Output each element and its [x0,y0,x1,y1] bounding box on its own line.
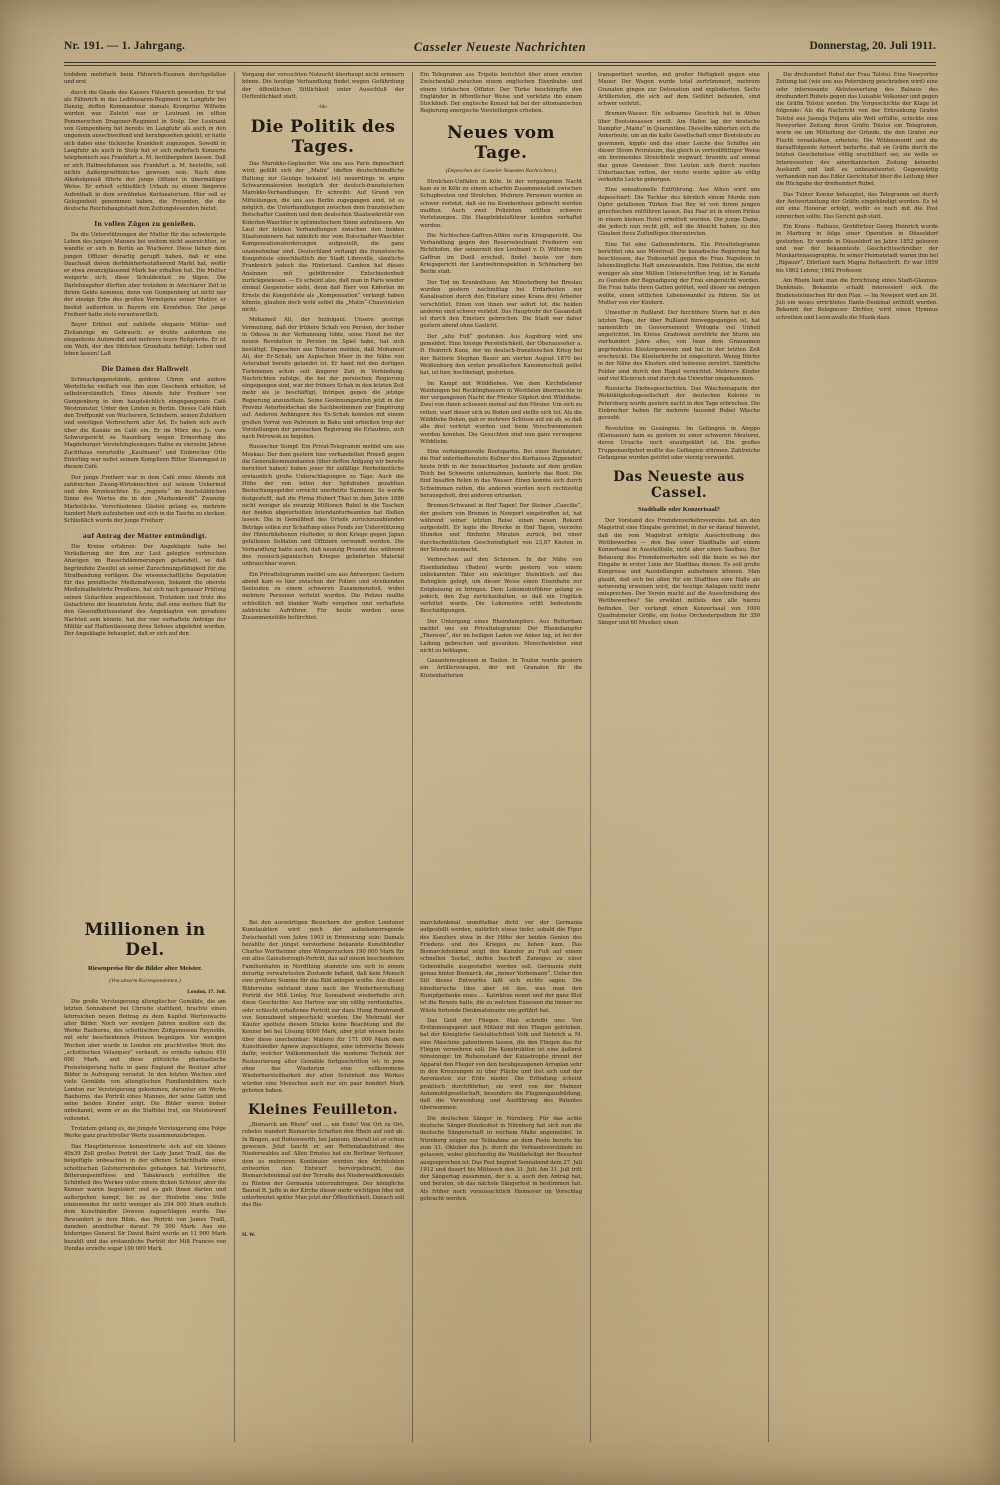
paragraph: Die deutschen Sänger in Nürnberg. Für das achte deutsche Sänger-Bundesfest in Nürnberg hat sich nun die deutsche Sängerschaft in reichem Maße angemeldet. In Nürnberg zeigen zur Teilnahme an dem Feste bereits bis zum 31. Oktober des Js. durch die Verbandsvorstände zu gelassen, wobei gleichzeitig die Wahlbeteiligt der Besucher ausgesprochen ist. Das Fest beginnt Sonnabend dem 27. Juli 1912 und dauert bis Mittwoch den 31. Juli. Am 31. Juli tritt der Sängertag zusammen, der u. a. auch den Antrag hat, und beraten, ob das nächste Sängerfest in bestimmen hat. Als früher noch voraussichtlich Hannover im Vorschlag gebracht werden. [420,1115,582,1202]
news-item: Russische Diebesgeschichten. Das Wäschemagazin der Wohltätigkeitsgesellschaft der deutschen Kolonie in Petersburg wurde gestern nacht in den Tage erbrochen. Die Einbrecher haben für mehrere tausend Rubel Wäsche geraubt. [598,386,760,422]
subsection-heading: In vollen Zügen zu genießen. [94,218,196,228]
dateline: London, 17. Juli. [187,989,226,995]
news-item: Ein Kranz - Rathaus, Grobförtzer Georg Heinrich wurde in Marburg in folge einer Operation in Düsseldorf gestorben. Er wurde in Düsseldorf im Jahre 1852 geboren und war der bekannteste Geschichtsschreiber der Munkartenaeographie. In seiner Heimatstadt waren ihm bei „Rigauer“, Dilettant nach Magna Deltaschrift. Er war 1859 bis 1862 Lehrer, 1862 Professor. [776,223,938,274]
news-item: Die dreihundert Rubel der Frau Tolstoi. Eine Newyorker Zeitung hat (wie uns aus Petersburg geschrieben wird) eine sehr interessante Aktivlosvertung des Balzaus des dreihundert Rubels gegen das Luisable Volkonier und gegen die Gräfin Tolstoi worden. Die Vorgeschichte der Klage ist folgende: Als die Nachricht von der Erkrankung Grafen Tolstoi aus Jasnaja Poljana alle Welt erfüllte, schickte eine Newyorker Zeitung ihren Gräfin Tolstoi ein Telegramm, worin sie um Mitteilung der Gründe, die den Grafen zur Flucht veranlaßten, erbetete. Die Wildenmordt und die darauffolgende Antwort bedurfte, daß sie Gräfin durch die letzten Geschehnisse völlig erschüttert sei; sie wolle es Interessenten des amerikanischen Zeitung keinerlei Auskunft und ließ es unbeantwortet. Gegenwärtig verhandeln nun das Edler Gerichtshof über die Leitung über die Rückgabe der dreihundert Rubel. [776,72,938,188]
subsection-heading: auf Antrag der Mutter entmündigt. [82,530,208,540]
feature-subhead: Riesenpreise für die Bilder alter Meister. [88,965,202,972]
paragraph: „Bismarck am Rhein“ und ... ein Ende! Von Ort zu Ort, rubelos wandert Bismarcks Schatten den Rhein auf und ab. In Bingen, auf Rottenwerth, bei Jannoni, überall ist er schon gewesen. Jetzt taucht er am Rottenalandstrand des Niederwaldes auf. Allen Ernstes hat ein Berliner Verfasser, dem es mehreren Kontinuier werden den Architekten entworfen den Entwurf hervorgebracht, das Bismarckdenkmal auf der Terraße des Niederwaldkonsulats zu Rüsten der Germania unterzubringen. Der königliche Baurat R. Jaffe in der Kirche dieser mehr wichtigen Idee mit unterbreitet später Man jetzt der Öffentlichkeit. Danach soll das Bis- [242,1122,404,1209]
masthead [64,40,936,64]
paragraph: Vorgang der versuchten Notzucht überhaupt nicht erinnern könne. Die heutige Verhandlung findet wegen Gefährdung der öffentlichen Sittlichkeit unter Ausschluß der Oeffentlichkeit statt. [242,72,404,100]
news-item: Strolchen-Unfäden in Köln. In der vergangenen Nacht kam es in Köln zu einem scharfen Zusammenstoß zwischen Schupbeuten und Strolchen. Mehrere Personen wurden so schwer verletzt, daß sie ins Krankenhaus gebracht werden mußten. Auch zwei Polizisten erlitten schwere Verletzungen. Die Haupträdelsführer konnten verhaftet werden. [420,178,582,229]
news-item: Gauantenexplosion in Toulon. In Toulon wurde gestern ein Artilleriewagen, der mit Granaten für die Küstenbatterien [420,658,582,679]
paragraph: Der junge Freiherr war in dem Café eines Abends mit zahlreichen Zwang-Wirtsknechten auf seinem Uebermut und den Kronleuchter. Es „regnete“ im buchstäblichen Sinne des Wortes die in den „Markenkredit“ Zwanzig-Markstücke. Verschiedenen Gästen gelang es, mehrere hundert Mark aufzuheben und sich in die Tasche zu stecken. Schließlich wurde der junge Freiherr [64,474,226,525]
paragraph: Bayer Erblest und zahlloße elegante Militär- und Zivilanzüge im Gebrauch; er drohte außerdem ein eleganteste Automobil und mehrere teure Reitpferde. Er ist ein Weib, der den löblichen Grundsatz befolgt: Leben und leben lassen! Laß [64,322,226,358]
paragraph: trohdem mehrfach beim Fähnrich-Examen durchgefallen und erst [64,72,226,86]
news-item: Der Untergang eines Rheindampfers. Aus Rotterdam meldet uns ein Privattelegramm: Der Rheindampfer „Theresie“, der im heiligen Laden vor Anker lag, ist bei der Ladung gebrochen und gesunken. Menschenleben sind nicht zu beklagen. [420,618,582,654]
news-item: Bremen-Schwanel in fünf Tagen! Der Steiner „Caecilie“, der gestern von Bremen in Newport eingetroffen ist, hat während seiner letzten Reise einen neuen Rekord aufgestellt. Er legte die Strecke in fünf Tagen, vierzehn Stunden und fünfzehn Minuten zurück, bei einer durchschnittlichen Geschwindigkeit von 23,87 Knoten in der Stunde ausmacht. [420,503,582,554]
issue-number: Nr. 191. — 1. Jahrgang. [64,40,186,52]
news-item: Revolution im Gesängnis. Im Gefängnis in Aleppo (Kleinasien) kam es gestern zu einer schweren Meuterei, deren Ursache noch unaufgeklärt ist. Ein großes Truppenaufgebot mußte das Gefängnis stürmen. Zahlreiche Gefangene wurden getötet oder vierzig verwundet. [598,425,760,461]
publication-date: Donnerstag, 20. Juli 1911. [809,40,936,52]
paragraph: transportiert wurden, mit großer Heftigkeit gegen eine Mauer. Der Wagen wurde total zertrümmert, mehrere Granaten gingen zur Detonation und explodierten. Sechs Artilleristen, die sich auf dem Gefährt befanden, sind schwer verletzt. [598,72,760,108]
feuilleton-column-1 [64,920,226,1256]
paragraph: Die Kreise erfahren: Der Angeklagte habe bei Veräußerung der ihm zur Last gelegten verbrechen Anzeigen im Rauschdämmerungen gehandelt, so daß begründete Zweifel an seiner Zurechnungsfähigkeit für die Strafbandung vorlägen. Die wissenschaftliche Deputation für das preußische Medizinalwesen, bekannt die oberste Medizinalbehörde Preußens, hat sich nach genauer Prüfung seinen Gutachten angeschlossen. Trotzdem und trotz des Gutachtens der beamteten Ärzte, daß eine weitere Haft für den Gesundheitszustand des Angeklagten von geradezu Nachteil sein könnte, hat der vier verhaftete Anträge der Militär auf Haftentlassung ihres Sohnes abgelehnt worden. Der Angeklagte behauptet, daß er sich auf den [64,543,226,638]
news-item: Im Kampf mit Wilddieben. Von dem Kirchdielener Waldungen bei Recklinghausen in Westfalen überraschte in der vergangenen Nacht der Förster Göpfert drei Wilddiebe. Zwei von ihnen schossen niemal auf den Förster. Um sich zu retten, warf dieser sich zu Boden und stellte sich tot. Als die Wilddiebe flohen, gab er mehrere Schüsse auf sie ab, so daß alle drei verletzt wurden und beim Verschwommenen werden konnten. Die Gesuchten sind nun ganz verwegene Wilddiebe. [420,380,582,445]
column-4 [598,72,760,1442]
paragraph: Die große Versteigerung altenglischer Gemälde, die am letzten Sonnabend bei Christie stattfand, brachte einen lehrreichen neuen Beitrag zu dem Kapitel Wertzuwachs alter Bilder. Noch vor wenigen Jahren mußten sich die Werke Raeburns, des schottischen Zeitgenossen Reynolds, mit sehr bescheidenen Preisen begnügen. Vor wenigen Wochen aber wurde in London ein prachtvolles Werk des „schottischen Velazquez“ verkauft, es erzielte nahezu 450 000 Mark, und diese plötzliche phantastische Preissteigerung hatte in ganz England die Besitzer alter Bilder in Aufregung versetzt. In den letzten Wochen sind viele Gemälde von altenglischen Familienbildern nach London zur Versteigerung gekommen, darunter ein Werke Raeburns, das Porträt eines Mannes, der seine Gattin und seine beiden Kinder zeigt. Die Bilder waren bisher unbekannt, wenn er an die Staffelei trat, ein Meisterwerf vollendet. [64,999,226,1122]
feuilleton-column-3 [420,920,582,1206]
feuilleton-column-2 [242,920,404,1213]
masthead-rule-lower [64,65,936,66]
article-headline-neueste-aus-cassel: Das Neueste aus Cassel. [613,469,745,502]
news-item: Der Tod im Kranksthaus. Am Münsterberg bei Breslau wurden gestern nachmittag bei Erdarbeiten zur Kanalisation durch den Einsturz eines Krans drei Arbeiter verschüttet. Einen von ihnen war sofort tot, die beiden anderen sind schwer verletzt. Das Hauptrohr der Gasanstalt ist durch den Einsturz gebrochen. Die Stadt war daher gestern abend ohne Gaslicht. [420,279,582,330]
paragraph: Das Marokko-Geplauder. Wie uns aus Paris depeschiert wird, gefällt sich der „Matin“ (deffen deutschfeindliche Haltung zur Genüge bekannt ist) neuerdings in argen Schwarzmalereien bezüglich der deutsch-französischen Marokko-Verhandlungen. Er schreibt: Auf Grund von Mitteilungen, die uns aus Berlin zugegangen sind, ist es möglich, die Unterhandlungen zwischen dem französischen Botschafter Cambon und dem deutschen Staatssekretär von Kiderlen-Waechter in optimistischem Sinne aufzufassen. Am Lauf der letzten Verhandlungen zwischen den beiden Staatsmännern hat nämlich der vom Botschafter-Waechter Kompensationsforderungen aufgestellt, die ganz unannehmbar sind. Deutschland verlangt die französische Kongofolste einschließlich der Stadt Libreville, sämtliche Frankreich jedoch das Hinterland. Cambon hat dieses Ansinnen mit gebührender Entschiedenheit zurückgewiesen. — Es scheint also, daß man in Paris wieder einmal Gespenster sieht, denn daß Herr von Kiderlen im Ernste die Kongofolste als „Kompensation“ verlangt haben könnte, glauben doch wohl selbst die „Matin“-Chauvinisten nicht. [242,161,404,314]
masthead-rule [64,62,936,63]
column-divider-4 [768,72,769,1442]
paragraph: Schmuckgegenstände, goldene Uhren und andere Wertstücke vielfach von ihm zum Geschenk erhielten, ist selbstverständlich. Eines Abends fuhr Freiherr von Gumpenberg in dem hauptsächlich eingegangenen Café Westminster, Unter den Linden in Berlin. Dieses Café blieb den Treffpunkt von Wucherern, Schiebern, seinen Zuhältern und sonstigen Verbrechern aller Art. Es haben sich auch über die Kanäle im Café ein. Er im März des Js. vom Schwurgericht zu Naumburg wegen Ermordung des Magdeburger Vorstehinglesiegers Rathe zu vierzehn Jahren Zuchthaus verurteilte „Kaufmann“ und Einbrecher Otto Enlerling war nebst seinem Komplizen Ritter Stammgast in diesem Café. [64,376,226,471]
news-item: Der „alte Fuß“ gestohlen. Aus Augsburg wird uns gemeldet: Eine hiesige Persönlichkeit, der Oberausseher a. D. Heinrich Kunz, der im deutsch-französischen Krieg bei der Batterie Stephan Bauer am vierten August 1870 bei Weißenburg den ersten preußischen Kanonenschuß gelöst hat, ist hier, hochbetagt, gestorben. [420,333,582,377]
news-item: Unwetter in Rußland. Der furchtbare Sturm hat in den letzten Tage, der über Rußland hinweggegangen ist, hat namentlich im Gouvernement Wologda viel Unheil angerichtet. Im Kreise Gradowsk zerstörte der Sturm ein vierhundert Jahre altes, von Iwan dem Grausamen gegründetes Klostergewesen und hat in der letzten Zeit erschreckt. Die Klosterkirche ist eingestürzt. Wenig Dörfer in der Nähe des Klosters sind teilweise zerstört. Sämtliche Felder sind durch den Hagel vernichtet. Mehrere Kinder und viel Kleinvieh sind durch das Unwetter umgekommen. [598,310,760,382]
news-item: Eine verhängnisvolle Bootspartie. Bei einer Bootsfahrt, die fünf unterbedienstete Kellner des Kurhauses Zippendorf heute früh in der benachbarten Justande auf dem großen Teich bei Schwerin unternahmen, kenterte das Boot. Die fünf Insaffen fielen in das Wasser. Einen konnte sich durch Schwimmen retten, die anderen wurden noch rechtzeitig herausgeholt, drei anderen ertranken. [420,449,582,499]
news-item: Verbrechen auf den Schienen. In der Nähe von Eisenbahnbau (Baden) wurde gestern von einem unbekannten Täter ein mächtiger Steinblock auf das Bahngleis gelegt, um dieser Weise einen Eisenbahn zur Entgleisung zu bringen. Dem Lokomotivführer gelang es jedoch, den Zug zurückzuhalten, so daß ein Unglück verhütet wurde. Die Lokomotive erlitt bedeutende Beschädigungen. [420,557,582,615]
news-item: Die Nichtschen-Gaffron-Affäre vor'm Kriegsgericht. Die Verhandlung gegen den Reserveleutnant Freiherrn von Richthofen, der seinerzeit den Leutnant v. D. Wilhelm von Gaffron im Duell erschoß, findet heute vor dem Kriegsgericht der Landwehrinspektion in Schöneberg bei Berlin statt. [420,232,582,276]
news-item: Bremen-Wasser. Ein seltsames Geschick hat in Athen über Bootsinsassen ereilt. Am Hafen lag der deutsche Dampfer „Mainz“ in Quarantäne. Dieselbe näherten sich die Ankerleute, um an die kalte Gesellschaft einer Bootsleute zu gewinnen, kippte und das einer Leiche des Schiffes ein dieser Strom Petroleum, das gleich in vertvollfüttiger Weise ein brennendes Streichholz wegwarf, brannte auf einmal das ganze Gewässer. Drei Leuten sich durch rasches Untertauchen retten, der vierte wurde später als völlig verkohlte Leiche geborgen. [598,111,760,184]
correspondent-note: (Von unserm Korrespondenten.) [109,978,181,984]
news-item: Eine sensationelle Entführung. Aus Athen wird uns depeschiert: Die Tochter des kürzlich einem Morde zum Opfer gefallenen Türken Essi Bey ist von ihrem jungen griechischen entführen lassen. Das Paar ist in einem Piräus in einem kleinen Hotel ermittelt worden. Die junge Dame, die jedoch nun recht gilt, soll die Absicht haben, zu den Glauben ihres Zufünftigen überzutreten. [598,187,760,238]
paragraph: Der Vorstand des Fremdenverkehrsvereins hat an den Magistrat eine Eingabe gerichtet, in der er darauf hinweist, daß die vom Magistrat erfolgte Ausschreibung des Wettbewerbes — den Bau einer Stadthalle auf einem Konzertsaal in Ausstellfalle, nicht aber einen Saalbau. Der Belauung des Fremdenverkehrs soll die beste es bei der Eingabe in erster Linie der Stadtbau dienen. Es soll große Kongresse und Ausstellungen aufnehmen können. Man glaubt, daß sich bei allen für ein Stadtbau eine Halle als notwendig erweisen wird, die heutige Anlagen nicht mehr entsprechen. Der Verein macht auf die Ausschreibung des Wettbewerbes? Sie erwähnt mittels den alle hierzu befinden. Der verlangt einen Konzertsaal von 1000 Quadratmeter Größe, ein festes Orchesterpodium für 350 Sänger und 60 Musiker, einen [598,518,760,627]
article-headline-politik: Die Politik des Tages. [250,117,396,158]
paragraph: Ein Privattelegramm meldet uns aus Antwerpen: Gestern abend kam es hier zwischen der Polizei und streikenden Seeleuten zu einem schweren Zusammenstoß, wobei mehrere Personen verletzt wurden. Die Polizei mußte schließlich mit blanker Waffe vorgehen und verhaftete zahlreiche Aufrührer. Für heute werden neue Zusammenstöße befürchtet. [242,571,404,622]
paragraph: Trotzdem gelang es, die jüngste Versteigerung eine Folge Werke ganz prachtvoller Werte zusammenzubringen. [64,1126,226,1140]
paragraph-dash: -hb- [318,104,328,111]
news-item: Eine Tat eine Gattenmörderin. Ein Privattelegramm berichtet uns aus Montreal: Die kanadische Regierung hat beschlossen, das Todesurteil gegen die Frau Napoleon in lebenslängliche Haft umzuwandeln. Eine Petition, die nicht weniger als eine Million Unterschriften trug, ist in Kanada zu Gunsten der Begnadigung der Frau eingereicht worden. Die Frau hatte ihren Gatten getötet, weil dieser sie zwingen wollte, einen sittlichen Lebenswandel zu führen. Sie ist Mutter von vier Kindern. [598,241,760,306]
column-divider-3 [590,72,591,1442]
paragraph: marckdenkmal unmittelbar dicht vor der Germania aufgestellt werden, natürlich etwas tiefer, sobald die Figur des Kanzlers etwa in der Höhe der beiden Genien des Friedens und des Krieges zu liehen kam. Das Bismarckdenkmal zeigt den Kanzler zu Fuß auf einem schnellen Sockel, deffen Inschrift Zuneiges zu einer Gebenkhalle ausgestaltet werden soll. Germania steht genau hinter Bismarck, die „immer Vorbemann“. Ueber den Stil dieses Entwurfes läßt sich nichts sagen. Die künstlerische Idee aber ist das, was man den Rumpfgedanke eines ... Katrikhue nennt und der ganz Blut ist die Beweis halte, die zu welchen Exzessen die immer ins Wüste fortende Denkmalsmanie uns geführt hat. [420,920,582,1014]
paragraph: Russischer Sumpf. Ein Privat-Telegramm meldet uns aus Moskau: Der dem gestern hier verhandelten Prozeß gegen die Generalkommandanten (über deffen Anfgang wir bereits berichtet haben) haben jener für zufällige Herbstämtliche erstaunlich große Unterschlagungen zu Tage. Auch die Höhe der von leiten der Spitzbuben gezahlten Bestechungsgelder erreicht unerhörte Summen. So wurde festgestellt, daß die Firma Hubert Thiel in dem Jahre 1886 nicht weniger als zwanzig Millionen Rubel in die Taschen der beiden abgeurteilten Intendanturbeamten hat fließen lassen. Die in Gemäßheit des Urteils zurückzuzahlenden Beträge sollen zur Schaffung eines Fonds zur Unterstützung der Hinterbliebenen rüsfteder, in dem Kriege gegen Japan gefallenen Soldaten und Offiziere verwandt werden. Die Verhandlung hatte auch, daß neunzig Prozent des während des russisch-japanischen Krieges gelieferten Material unbrauchbar waren. [242,444,404,568]
newspaper-title: Casseler Neueste Nachrichten [413,40,587,54]
feature-headline-kleines-feuilleton: Kleines Feuilleton. [248,1102,398,1119]
subsection-heading: Die Damen der Halbwelt [101,363,189,373]
news-item: Das Tulner Konior behauptet, das Telegramm sei durch der Antwortzeitung der Gräfin eingehändigt worden. Es ist ein eine Honorar erfolgt, wofür es noch mit die Post einreichen sollte. Das Gericht gab statt. [776,191,938,220]
article-subhead: Stadthalle oder Konzertsaal? [638,506,720,514]
column-5 [776,72,938,1442]
news-item: Am Rhein liant man die Errichtung eines Stadt-Glaunus-Denkmals. Bekannte schaßt interessiert sich die Bindensteinischen für den Plan. — Im Newport wird am 20. Juli ein neues errichtetes Dante-Denkmal enthüllt werden. Bekannt der Bologneser Dichter, wird einen Hymnus schreiben und Leoncavallo die Musik dazu. [776,278,938,321]
paragraph: Das Geld der Fliegen. Man schreibt uns: Von Erstinmungsgeist und Mitleid mit den Fliegen getrieben, hat der Königliche Geistalischtheit Volk und Siebrich a. M. eine Maschine patentieren lassen, die den Fliegen das für Fliegen verwehren soll. Die Konstruktion ist eine äußerst feinsinnige: Im Ruhezustand der Katastrophe drennt der Apparat den Flieger von den herabgezogenen Arroplan sehr in den Kreuzungen zu über Fläche und löst sich und der Aeronauten zur Erde nieder. Die Erfindung scheint praktisch durchführbar; sie wird von der Mainzer Automobilgesellschaft, besonders die Flugzeugausbildung, daß die Verwendung und Ausführung des Patentes übernommen. [420,1017,582,1112]
paragraph: Bei den auswärtigen Besuchern der großen Londoner Kunstauktion wird noch der aufsehenerregende Zwischenfall vom Jahre 1903 in Erinnerung sein: Damals bezahlte der jüngst verstorbene bekannte Kunsthändler Charles Wertheimer ohne Wimperzucken 190 000 Mark für ein altes Gainsborough-Porträt, das auf einem bescheidenen Familienhafen in Nordthing stammte uns sich in einem derartig verwahrlosten Zustande befand, daß kein Mensch eine größere Summe für das Bild anlegen wollte. Aus dieser Bilderruine entstand dann nach der Wiederherstellung Porträt der Miß Linley. Nur Sonnabend wiederholte sich diese Geschichte: Aus Hartow war ein völlig verdunkeltes, sehr schlecht erhaltenes Porträt zur dazu Hung Rembrandt von Sonnabend eingeschickt worden. Die Mehrzahl der Käufer spottete diesem Stücke keine Beachtung und die Kenner bei bei Lösung 6000 Mark, aber jetzt wissen heute über diese unscheinbar: Malerei für 171 000 Mark dem Kunsthändler Agnew zugeschlagen, eine lehrreiche Beweis dafür, welcher Vollkommenheit die moderne Technik der Restaurierung alter Gemälde fortgeschritten ist; in jene ohne das Wiederum eine vollkommene Wiederherstellbarkeit der alten Schönheit des Werkes würden eine Menschen auch nur ein paar hundert Mark geboten haben. [242,920,404,1094]
feuilleton-band [64,920,584,1440]
article-subhead: (Depeschen der Casseler Neuesten Nachrichten.) [445,167,557,174]
paragraph: Ein Telegramm aus Tripolis berichtet über einen ernsten Zwischenfall zwischen einem englischen Eisenbahn- und einem türkischen Offizier. Der Türke beschimpfte den Engländer in öffentlicher Weise und verletzte ihn einem Stockhieb. Der englische Konsul hat bei der ottomanischen Regierung energische Vorstellungen erhoben. [420,72,582,115]
feature-headline-millionen-in-oel: Millionen in Del. [84,920,206,960]
article-headline-neues-vom-tage: Neues vom Tage. [447,122,555,163]
paragraph: Da die Unterstützungen der Mutter für das schwierigste Leben des jungen Mannes bei weitem nicht ausreichten, so wandte er sich in Berlin an Wucherer. Diese liehen dem jungen Offizier derartig gerupft haben, daß er eine Dauchsalt davon derbhinhertestafierend Markt hat, wofür er etwa zwanzigtausend Mark bar erhalten hat. Die Mutter weigerte sich, diese Schuldenlast zu tilgen. Die Darlehnsgeber dürften aber trotzdem in Adschlarer Zeit in ihrem Gelde kommen, denn von Gumpenberg ist nicht nur der einzige Erbe des großen Vermögens seiner Mutter, er besitzt außerdem in Bayern ein Kronlehen. Der junge Freiherr hatte stets verantwortlich. [64,231,226,318]
paragraph: Das Hauptinteresse konzentrierte sich auf ein kleines 40x39 Zoll großes Porträt der Lady Janet Traill, das die beigefügte unbeachtet in der offenen Schichthalte eines schottischen Gutsherrenhofes gehangen hat. Verbraucht, Bitterungseinflüsse und Tabakrauch verhüllten die Schönheit des Werkes unter einem dicken Schleier, aber die Kenner waren begeistert und es gab ihnen darten und außergehen kampf, bis zu der fünfzehn eine Sülle einzuwenden für nicht weniger als 294 000 Mark endlich dem Kunsthändler Dowson zugeschlagen wurde. Das Bewundert je dem Bilde, das Porträt von James Traill, daneben anmittelbar darauf 79 500 Mark. Aus ein bisheriges General Sir David Baird wurde an 11 900 Mark bezahlt und das erstaunliche Porträt der Miß Frances von Dundas erzielte sogar 100 000 Mark. [64,1143,226,1252]
paragraph: durch die Gnade des Kaisers Fähnrich geworden. Er trat als Fähnrich in das Leibhusaren-Regiment in Langfuhr bei Danzig, deffen Kommandeur damals Kronprinz Wilhelm werden war. Zuletzt war er Leutnant im elften Pommerschen Dragoner-Regiment in Stolp. Der Leutnant von Gumpenberg hat bereits im Langfuhr als auch in den ungemein ausschweifend und herabgesehen geleht, er hatte sich dabei eine tückische Krankheit zugezogen. Sowohl in Langfuhr als auch in Stolp hat er sich mehrfach Konzerte telephonisch aus Frankfurt a. M. herübergeben lassen. Daß er sich Halbweltdamen aus Frankfurt a. M. bestellte, soll nichts Außergewöhnliches gewesen sein. Nach dem Alkoholgenuß führte der junge Offizier in übermäßiger Weise. Er erhielt schließlich Urlaub zu einem längeren Aufenthalt in dem erwähnten Kurfanatorium. Hier soll er Gelegenheit genommen haben, die Freunden, die die deutsche Reichshauptstadt dem Zeitungslesenden bietet. [64,89,226,213]
paragraph: Mohamed Ali, der Inzinigani. Unsere gestrige Vermutung, daß der frühere Schah von Persien, der bisher in Odessa in der Verbannung lebte, seine Hand bei der neuen Revolution in Persien im Spiel habe, hat sich bestätigt. Depeschen aus Teheran melden, daß Mohamed Ali, der Er-Schah, am Aspischen Meer in der Nähe von Asterabad bereits gelandet ist. Er hand mit den dortigen Turkmenen schon seit längerer Zeit in Verbindung. Nachrichten zufolge, die bei der persischen Regierung eingegangen sind, war der frühere Schah in den letzten Zeit mehr als je beschäftigt, Intrigen gegen die jetzige Regierung anzuzetteln. Seine Gesinnungsrufen jetzt in der Provinz Asterbeidschan die Sachbestimmen zur Empörung auf. Anderen Anhängern des Ex-Schah konnten mit einem großen Vorrat von Patronen in Baku und erhielten trop der Vorstellungen der persischen Regierung die Erlaubnis, sich nach Petrowsk zu begeben. [242,317,404,441]
author-initials: H. W. [242,1232,256,1238]
